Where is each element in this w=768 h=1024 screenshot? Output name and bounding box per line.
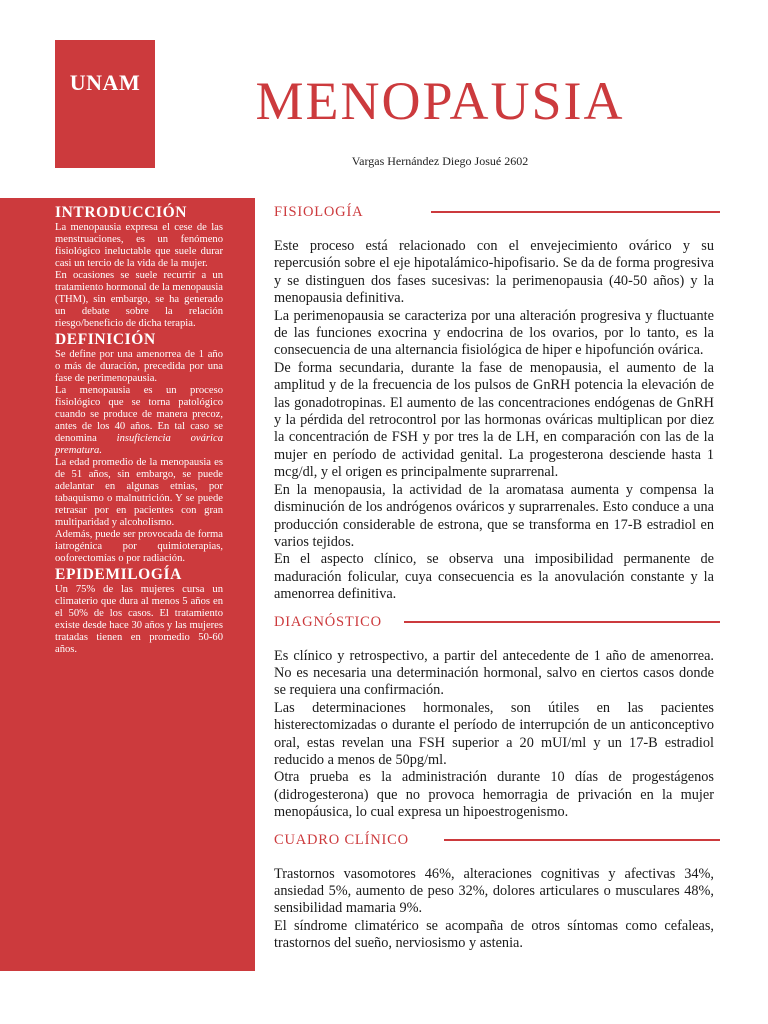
author-line: Vargas Hernández Diego Josué 2602 [351,154,529,168]
diagnostico-paragraph: Las determinaciones hormonales, son útiles en las pacientes histerectomizadas o durante el período de interrupción de un anticonceptivo oral, estas revelan una FSH superior a 20 mUI/ml y un 17-B estradiol reducido a menos de 50pg/ml. [274,699,714,768]
definicion-paragraph: Se define por una amenorrea de 1 año o más de duración, precedida por una fase de perimenopausia. [55,349,223,384]
section-header [274,832,714,850]
section-cuadro-clinico [274,832,714,953]
intro-paragraph: En ocasiones se suele recurrir a un tratamiento hormonal de la menopausia (THM), sin embargo, se ha generado un debate sobre la relación riesgo/beneficio de dicha terapia. [55,270,223,329]
cuadro-clinico-heading: CUADRO CLÍNICO [274,831,409,848]
section-divider [431,211,720,213]
intro-paragraph: La menopausia expresa el cese de las menstruaciones, es un fenómeno fisiológico ineluctable que suele durar casi un tercio de la vida de la mujer. [55,222,223,269]
cuadro-clinico-paragraph: Trastornos vasomotores 46%, alteraciones cognitivas y afectivas 34%, ansiedad 5%, aumento de peso 32%, dolores articulares o musculares 48%, sensibilidad mamaria 9%. [274,865,714,917]
cuadro-clinico-paragraph: El síndrome climatérico se acompaña de otros síntomas como cefaleas, trastornos del sueño, nerviosismo y astenia. [274,917,714,952]
page-title: MENOPAUSIA [255,71,625,131]
definicion-heading: DEFINICIÓN [55,331,156,348]
definicion-text: La menopausia es un proceso fisiológico que se torna patológico cuando se produce de manera precoz, antes de los 40 años. En tal caso se denomina [55,385,223,444]
unam-label: UNAM [69,70,141,95]
diagnostico-paragraph: Es clínico y retrospectivo, a partir del antecedente de 1 año de amenorrea. No es necesaria una determinación hormonal, salvo en ciertos casos donde se requiera una confirmación. [274,647,714,699]
section-header [274,614,714,632]
fisiologia-heading: FISIOLOGÍA [274,204,364,220]
section-diagnostico [274,614,714,822]
fisiologia-paragraph: La perimenopausia se caracteriza por una alteración progresiva y fluctuante de las funciones exocrina y endocrina de los ovarios, por lo tanto, es la consecuencia de una alternancia fisiológica de hiper e hipofunción ovárica. [274,307,714,359]
diagnostico-heading: DIAGNÓSTICO [274,613,382,630]
definicion-paragraph: La edad promedio de la menopausia es de 51 años, sin embargo, se puede adelantar en algunas etnias, por tabaquismo o malnutrición. Y se puede retrasar por en pacientes con gran multiparidad y alcoholismo. [55,457,223,528]
section-header [274,204,714,222]
definicion-italic-term: insuficiencia ovárica prematura. [55,433,223,456]
unam-badge [55,40,155,168]
fisiologia-paragraph: En la menopausia, la actividad de la aromatasa aumenta y compensa la disminución de los andrógenos ováricos y suprarrenales. Esto conduce a una producción considerable de estrona, que se transforma en 17-B estradiol en varios tejidos. [274,481,714,550]
fisiologia-paragraph: En el aspecto clínico, se observa una imposibilidad permanente de maduración folicular, cuya consecuencia es la anovulación constante y la amenorrea definitiva. [274,551,714,603]
section-fisiologia [274,204,714,604]
section-divider [444,839,720,841]
sidebar [0,198,255,971]
fisiologia-paragraph: Este proceso está relacionado con el envejecimiento ovárico y su repercusión sobre el eje hipotalámico-hipofisario. Se da de forma progresiva y se distinguen dos fases sucesivas: la perimenopausia (40-50 años) y la menopausia definitiva. [274,238,714,307]
section-divider [404,621,720,623]
diagnostico-paragraph: Otra prueba es la administración durante 10 días de progestágenos (didrogesterona) que no provoca hemorragia de privación en la mujer menopáusica, lo cual expresa un hipoestrogenismo. [274,769,714,821]
definicion-paragraph: Además, puede ser provocada de forma iatrogénica por quimioterapias, ooforectomías o por radiación. [55,529,223,564]
epidemiologia-heading: EPIDEMILOGÍA [55,566,182,583]
epidemiologia-paragraph: Un 75% de las mujeres cursa un climaterio que dura al menos 5 años en el 50% de los casos. El tratamiento existe desde hace 30 años y las mujeres tratadas tienen en promedio 50-60 años. [55,584,223,655]
intro-heading: INTRODUCCIÓN [55,204,188,221]
main-content [274,204,714,953]
definicion-paragraph [55,385,223,457]
fisiologia-paragraph: De forma secundaria, durante la fase de menopausia, el aumento de la amplitud y de la frecuencia de los pulsos de GnRH potencia la elevación de las gonadotropinas. El aumento de las concentraciones endógenas de GnRH y la pérdida del retrocontrol por las hormonas ováricas multiplican por diez la concentración de FSH y por tres la de LH, en comparación con las de la mujer en período de actividad genital. La progesterona desciende hasta 1 mcg/dl, y el origen es principalmente suprarrenal. [274,359,714,481]
